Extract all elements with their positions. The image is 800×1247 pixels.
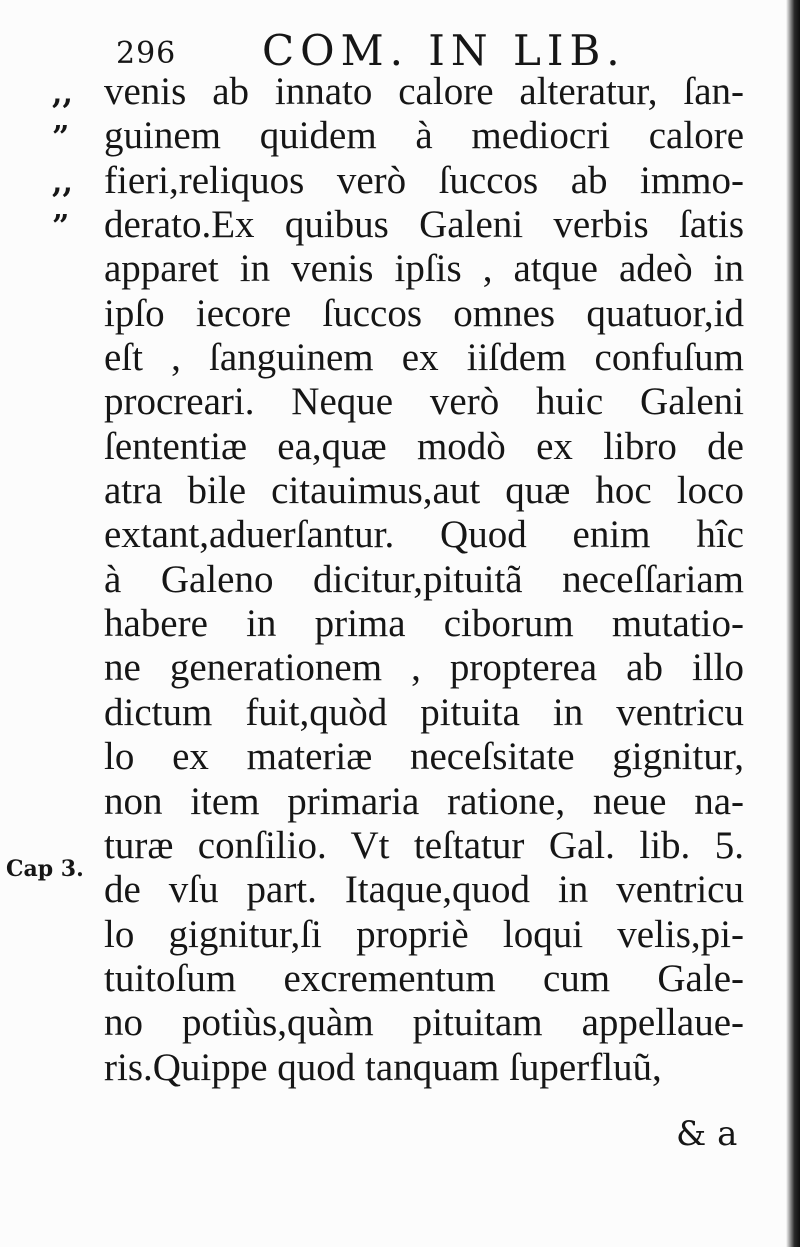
text-line: tuitoſum excrementum cum Gale- — [104, 956, 744, 1000]
text-line: ſententiæ ea,quæ modò ex libro de — [104, 424, 744, 468]
quote-mark: ” — [52, 209, 70, 245]
text-line: fieri,reliquos verò ſuccos ab immo- — [104, 158, 744, 202]
text-line: non item primaria ratione, neue na- — [104, 779, 744, 823]
text-line: lo gignitur,ſi propriè loqui velis,pi- — [104, 912, 744, 956]
running-head: COM. IN LIB. — [262, 26, 626, 75]
marginal-chapter-note: Cap 3. — [6, 856, 84, 882]
text-line: derato.Ex quibus Galeni verbis ſatis — [104, 203, 744, 247]
text-line: ipſo iecore ſuccos omnes quatuor,id — [104, 291, 744, 335]
page-edge-shadow — [786, 0, 800, 1247]
text-line: venis ab innato calore alteratur, ſan- — [104, 70, 744, 113]
marginal-quote-marks — [52, 74, 102, 251]
text-line: ris.Quippe quod tanquam ſuperfluũ, — [104, 1045, 662, 1089]
text-line: atra bile citauimus,aut quæ hoc loco — [104, 469, 744, 513]
text-line: extant,aduerſantur. Quod enim hîc — [104, 513, 744, 557]
page-number: 296 — [116, 36, 177, 71]
text-line: ne generationem , propterea ab illo — [104, 646, 744, 690]
quote-mark: ,, — [52, 76, 73, 111]
text-line: procreari. Neque verò huic Galeni — [104, 380, 744, 424]
catchword: & a — [676, 1114, 738, 1154]
text-line: no potiùs,quàm pituitam appellaue- — [104, 1001, 744, 1045]
text-line: à Galeno dicitur,pituitã neceſſariam — [104, 557, 744, 601]
text-line: guinem quidem à mediocri calore — [104, 114, 744, 158]
text-line: habere in prima ciborum mutatio- — [104, 602, 744, 646]
body-text — [104, 70, 744, 1090]
text-line: de vſu part. Itaque,quod in ventricu — [104, 868, 744, 912]
text-line: dictum fuit,quòd pituita in ventricu — [104, 690, 744, 734]
text-line: lo ex materiæ neceſsitate gignitur, — [104, 735, 744, 779]
text-line: turæ conſilio. Vt teſtatur Gal. lib. 5. — [104, 823, 744, 867]
text-line: eſt , ſanguinem ex iiſdem confuſum — [104, 336, 744, 380]
text-line: apparet in venis ipſis , atque adeò in — [104, 247, 744, 291]
quote-mark: ” — [52, 120, 70, 156]
quote-mark: ,, — [52, 164, 73, 200]
